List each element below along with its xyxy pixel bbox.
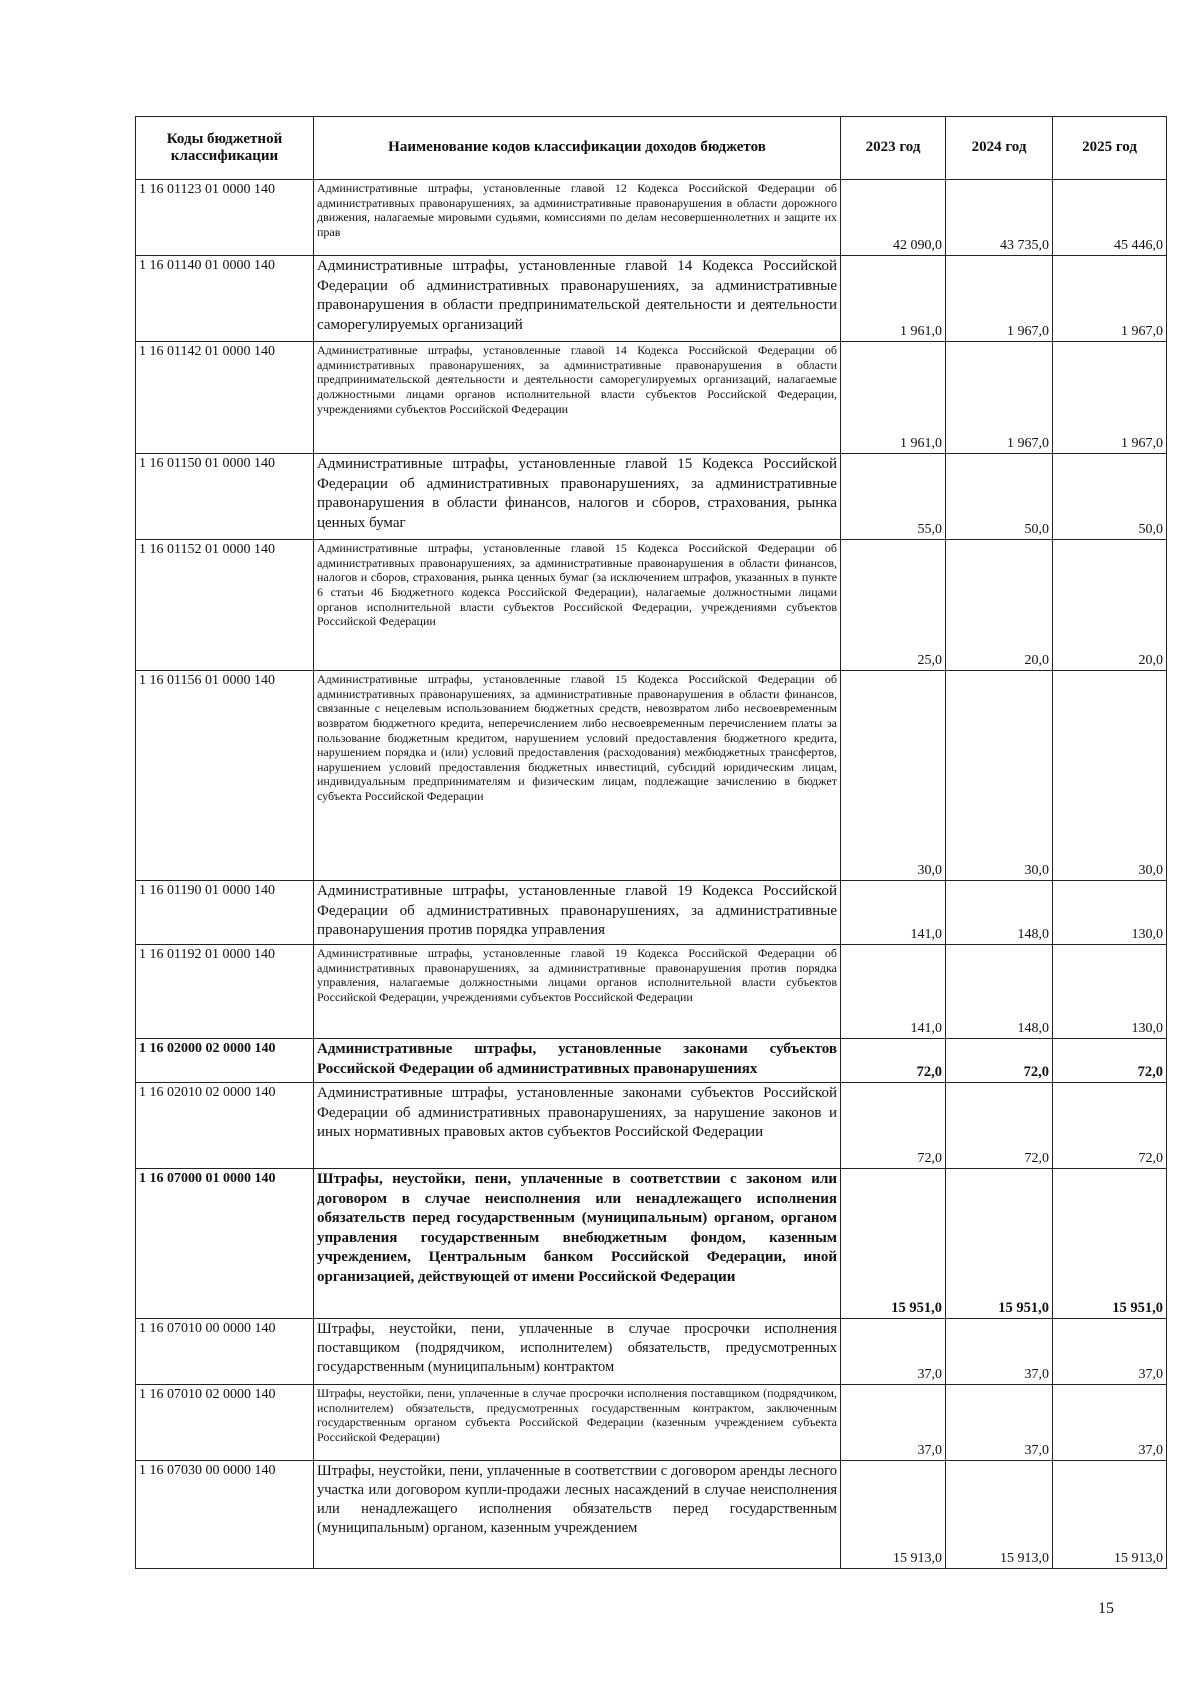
row-value-2023: 37,0: [841, 1385, 946, 1461]
row-value-2023: 15 951,0: [841, 1169, 946, 1319]
row-value-2025: 50,0: [1053, 454, 1167, 540]
table-row: [136, 1461, 1167, 1569]
row-code: 1 16 01192 01 0000 140: [136, 945, 314, 1039]
row-name: Штрафы, неустойки, пени, уплаченные в соответствии с законом или договором в случае неисполнения или ненадлежащего исполнения обязательств перед государственным (муниципальным) органом, органом управления государственным внебюджетным фондом, казенным учреждением, Центральным банком Российской Федерации, иной организацией, действующей от имени Российской Федерации: [314, 1169, 841, 1319]
table-row: [136, 1169, 1167, 1319]
row-value-2025: 20,0: [1053, 540, 1167, 671]
row-code: 1 16 02010 02 0000 140: [136, 1083, 314, 1169]
row-value-2024: 37,0: [946, 1385, 1053, 1461]
row-value-2023: 1 961,0: [841, 256, 946, 342]
row-name: Административные штрафы, установленные главой 19 Кодекса Российской Федерации об административных правонарушениях, за административные правонарушения против порядка управления: [314, 881, 841, 945]
row-value-2024: 148,0: [946, 945, 1053, 1039]
row-value-2024: 15 951,0: [946, 1169, 1053, 1319]
row-value-2025: 130,0: [1053, 881, 1167, 945]
row-name: Административные штрафы, установленные главой 19 Кодекса Российской Федерации об административных правонарушениях, за административные правонарушения против порядка управления, налагаемые должностными лицами органов исполнительной власти субъектов Российской Федерации, учреждениями субъектов Российской Федерации: [314, 945, 841, 1039]
table-row: [136, 1039, 1167, 1083]
row-value-2025: 1 967,0: [1053, 342, 1167, 454]
row-value-2023: 1 961,0: [841, 342, 946, 454]
row-code: 1 16 01142 01 0000 140: [136, 342, 314, 454]
row-name: Административные штрафы, установленные законами субъектов Российской Федерации об административных правонарушениях: [314, 1039, 841, 1083]
table-row: [136, 256, 1167, 342]
row-name: Административные штрафы, установленные главой 14 Кодекса Российской Федерации об административных правонарушениях, за административные правонарушения в области предпринимательской деятельности и деятельности саморегулируемых организаций: [314, 256, 841, 342]
row-value-2024: 15 913,0: [946, 1461, 1053, 1569]
row-code: 1 16 01152 01 0000 140: [136, 540, 314, 671]
table-row: [136, 881, 1167, 945]
row-value-2025: 1 967,0: [1053, 256, 1167, 342]
table-row: [136, 1385, 1167, 1461]
row-value-2025: 130,0: [1053, 945, 1167, 1039]
row-code: 1 16 01123 01 0000 140: [136, 180, 314, 256]
row-value-2023: 72,0: [841, 1039, 946, 1083]
row-code: 1 16 07000 01 0000 140: [136, 1169, 314, 1319]
row-value-2023: 25,0: [841, 540, 946, 671]
row-value-2025: 37,0: [1053, 1385, 1167, 1461]
table-row: [136, 671, 1167, 881]
row-value-2024: 1 967,0: [946, 342, 1053, 454]
row-name: Административные штрафы, установленные главой 15 Кодекса Российской Федерации об административных правонарушениях, за административные правонарушения в области финансов, налогов и сборов, страхования, рынка ценных бумаг (за исключением штрафов, указанных в пункте 6 статьи 46 Бюджетного кодекса Российской Федерации), налагаемые должностными лицами органов исполнительной власти субъектов Российской Федерации, учреждениями субъектов Российской Федерации: [314, 540, 841, 671]
row-name: Штрафы, неустойки, пени, уплаченные в случае просрочки исполнения поставщиком (подрядчиком, исполнителем) обязательств, предусмотренных государственным контрактом, заключенным государственным органом субъекта Российской Федерации (казенным учреждением субъекта Российской Федерации): [314, 1385, 841, 1461]
row-value-2024: 37,0: [946, 1319, 1053, 1385]
row-value-2024: 148,0: [946, 881, 1053, 945]
row-code: 1 16 01156 01 0000 140: [136, 671, 314, 881]
row-name: Административные штрафы, установленные главой 15 Кодекса Российской Федерации об административных правонарушениях, за административные правонарушения в области финансов, налогов и сборов, страхования, рынка ценных бумаг: [314, 454, 841, 540]
row-code: 1 16 01140 01 0000 140: [136, 256, 314, 342]
row-value-2023: 30,0: [841, 671, 946, 881]
row-value-2023: 72,0: [841, 1083, 946, 1169]
row-value-2023: 141,0: [841, 945, 946, 1039]
row-value-2025: 72,0: [1053, 1083, 1167, 1169]
row-value-2025: 15 951,0: [1053, 1169, 1167, 1319]
page-number: 15: [1098, 1600, 1114, 1617]
row-name: Административные штрафы, установленные главой 12 Кодекса Российской Федерации об административных правонарушениях, за административные правонарушения в области дорожного движения, налагаемые мировыми судьями, комиссиями по делам несовершеннолетних и защите их прав: [314, 180, 841, 256]
row-value-2024: 72,0: [946, 1083, 1053, 1169]
table-row: [136, 945, 1167, 1039]
row-code: 1 16 02000 02 0000 140: [136, 1039, 314, 1083]
header-2025: 2025 год: [1053, 117, 1167, 180]
row-name: Штрафы, неустойки, пени, уплаченные в случае просрочки исполнения поставщиком (подрядчиком, исполнителем) обязательств, предусмотренных государственным (муниципальным) контрактом: [314, 1319, 841, 1385]
row-value-2024: 72,0: [946, 1039, 1053, 1083]
row-name: Административные штрафы, установленные главой 14 Кодекса Российской Федерации об административных правонарушениях, за административные правонарушения в области предпринимательской деятельности и деятельности саморегулируемых организаций, налагаемые должностными лицами органов исполнительной власти субъектов Российской Федерации, учреждениями субъектов Российской Федерации: [314, 342, 841, 454]
header-2024: 2024 год: [946, 117, 1053, 180]
row-code: 1 16 07030 00 0000 140: [136, 1461, 314, 1569]
row-code: 1 16 01190 01 0000 140: [136, 881, 314, 945]
row-value-2024: 50,0: [946, 454, 1053, 540]
row-name: Штрафы, неустойки, пени, уплаченные в соответствии с договором аренды лесного участка или договором купли-продажи лесных насаждений в случае неисполнения или ненадлежащего исполнения обязательств перед государственным (муниципальным) органом, казенным учреждением: [314, 1461, 841, 1569]
row-value-2023: 42 090,0: [841, 180, 946, 256]
header-code: Коды бюджетной классификации: [136, 117, 314, 180]
row-value-2025: 30,0: [1053, 671, 1167, 881]
table-row: [136, 454, 1167, 540]
row-value-2024: 1 967,0: [946, 256, 1053, 342]
row-value-2024: 30,0: [946, 671, 1053, 881]
row-value-2023: 141,0: [841, 881, 946, 945]
row-value-2025: 15 913,0: [1053, 1461, 1167, 1569]
revenue-classification-table: [135, 116, 1167, 1569]
row-value-2025: 37,0: [1053, 1319, 1167, 1385]
row-value-2023: 55,0: [841, 454, 946, 540]
row-value-2025: 45 446,0: [1053, 180, 1167, 256]
table-header-row: [136, 117, 1167, 180]
row-code: 1 16 07010 00 0000 140: [136, 1319, 314, 1385]
row-value-2023: 15 913,0: [841, 1461, 946, 1569]
row-value-2025: 72,0: [1053, 1039, 1167, 1083]
row-value-2024: 20,0: [946, 540, 1053, 671]
row-value-2023: 37,0: [841, 1319, 946, 1385]
row-name: Административные штрафы, установленные законами субъектов Российской Федерации об административных правонарушениях, за нарушение законов и иных нормативных правовых актов субъектов Российской Федерации: [314, 1083, 841, 1169]
row-name: Административные штрафы, установленные главой 15 Кодекса Российской Федерации об административных правонарушениях, за административные правонарушения в области финансов, связанные с нецелевым использованием бюджетных средств, невозвратом либо несвоевременным возвратом бюджетного кредита, неперечислением либо несвоевременным перечислением платы за пользование бюджетным кредитом, нарушением условий предоставления бюджетного кредита, нарушением порядка и (или) условий предоставления (расходования) межбюджетных трансфертов, нарушением условий предоставления бюджетных инвестиций, субсидий юридическим лицам, индивидуальным предпринимателям и физическим лицам, подлежащие зачислению в бюджет субъекта Российской Федерации: [314, 671, 841, 881]
row-value-2024: 43 735,0: [946, 180, 1053, 256]
header-2023: 2023 год: [841, 117, 946, 180]
table-row: [136, 342, 1167, 454]
table-row: [136, 1319, 1167, 1385]
table-row: [136, 180, 1167, 256]
row-code: 1 16 07010 02 0000 140: [136, 1385, 314, 1461]
table-row: [136, 1083, 1167, 1169]
table-row: [136, 540, 1167, 671]
header-name: Наименование кодов классификации доходов бюджетов: [314, 117, 841, 180]
row-code: 1 16 01150 01 0000 140: [136, 454, 314, 540]
